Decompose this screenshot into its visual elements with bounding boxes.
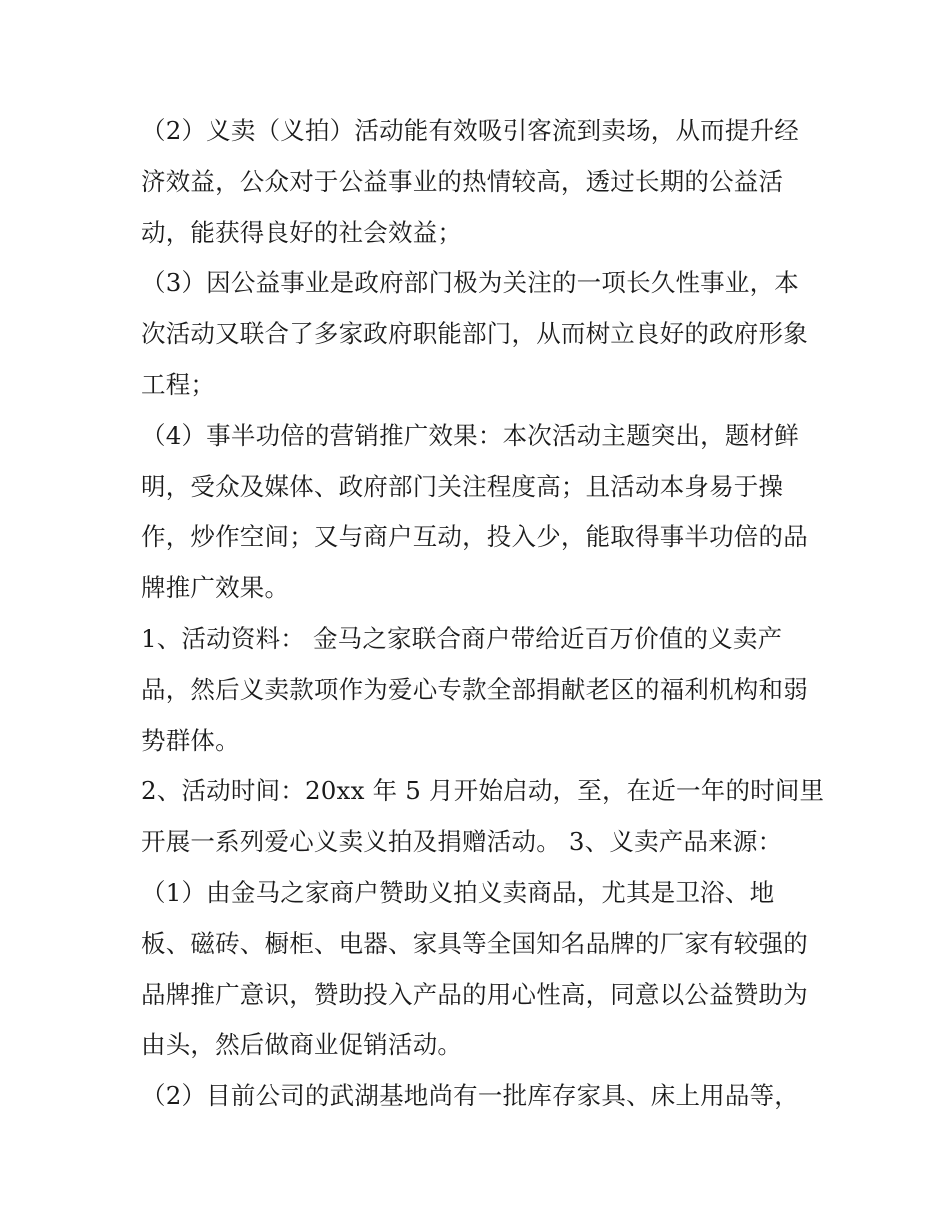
- text-line: （4）事半功倍的营销推广效果：本次活动主题突出，题材鲜: [141, 420, 799, 450]
- text-line: 1、活动资料： 金马之家联合商户带给近百万价值的义卖产: [141, 623, 783, 653]
- text-line: （2）义卖（义拍）活动能有效吸引客流到卖场，从而提升经: [141, 116, 799, 145]
- text-line: 作，炒作空间；又与商户互动，投入少，能取得事半功倍的品: [141, 522, 808, 552]
- text-line: 品，然后义卖款项作为爱心专款全部捐献老区的福利机构和弱: [141, 674, 808, 704]
- text-line: 明，受众及媒体、政府部门关注程度高；且活动本身易于操: [141, 471, 784, 501]
- body-text: [141, 106, 825, 1122]
- text-line: 2、活动时间：20xx 年 5 月开始启动，至，在近一年的时间里: [141, 776, 825, 806]
- text-line: 工程；: [141, 369, 216, 399]
- text-line: 济效益，公众对于公益事业的热情较高，透过长期的公益活: [141, 166, 784, 196]
- text-line: （1）由金马之家商户赞助义拍义卖商品，尤其是卫浴、地: [141, 877, 775, 907]
- text-line: 板、磁砖、橱柜、电器、家具等全国知名品牌的厂家有较强的: [141, 928, 808, 958]
- text-line: 品牌推广意识，赞助投入产品的用心性高，同意以公益赞助为: [141, 979, 808, 1009]
- text-line: （2）目前公司的武湖基地尚有一批库存家具、床上用品等，: [141, 1081, 799, 1111]
- text-line: 动，能获得良好的社会效益；: [141, 217, 463, 247]
- text-line: 开展一系列爱心义卖义拍及捐赠活动。 3、义卖产品来源：: [141, 827, 783, 857]
- text-line: 由头，然后做商业促销活动。: [141, 1030, 463, 1060]
- text-line: 牌推广效果。: [141, 573, 290, 603]
- text-line: （3）因公益事业是政府部门极为关注的一项长久性事业，本: [141, 268, 799, 298]
- text-line: 次活动又联合了多家政府职能部门，从而树立良好的政府形象: [141, 319, 808, 349]
- text-line: 势群体。: [141, 725, 240, 755]
